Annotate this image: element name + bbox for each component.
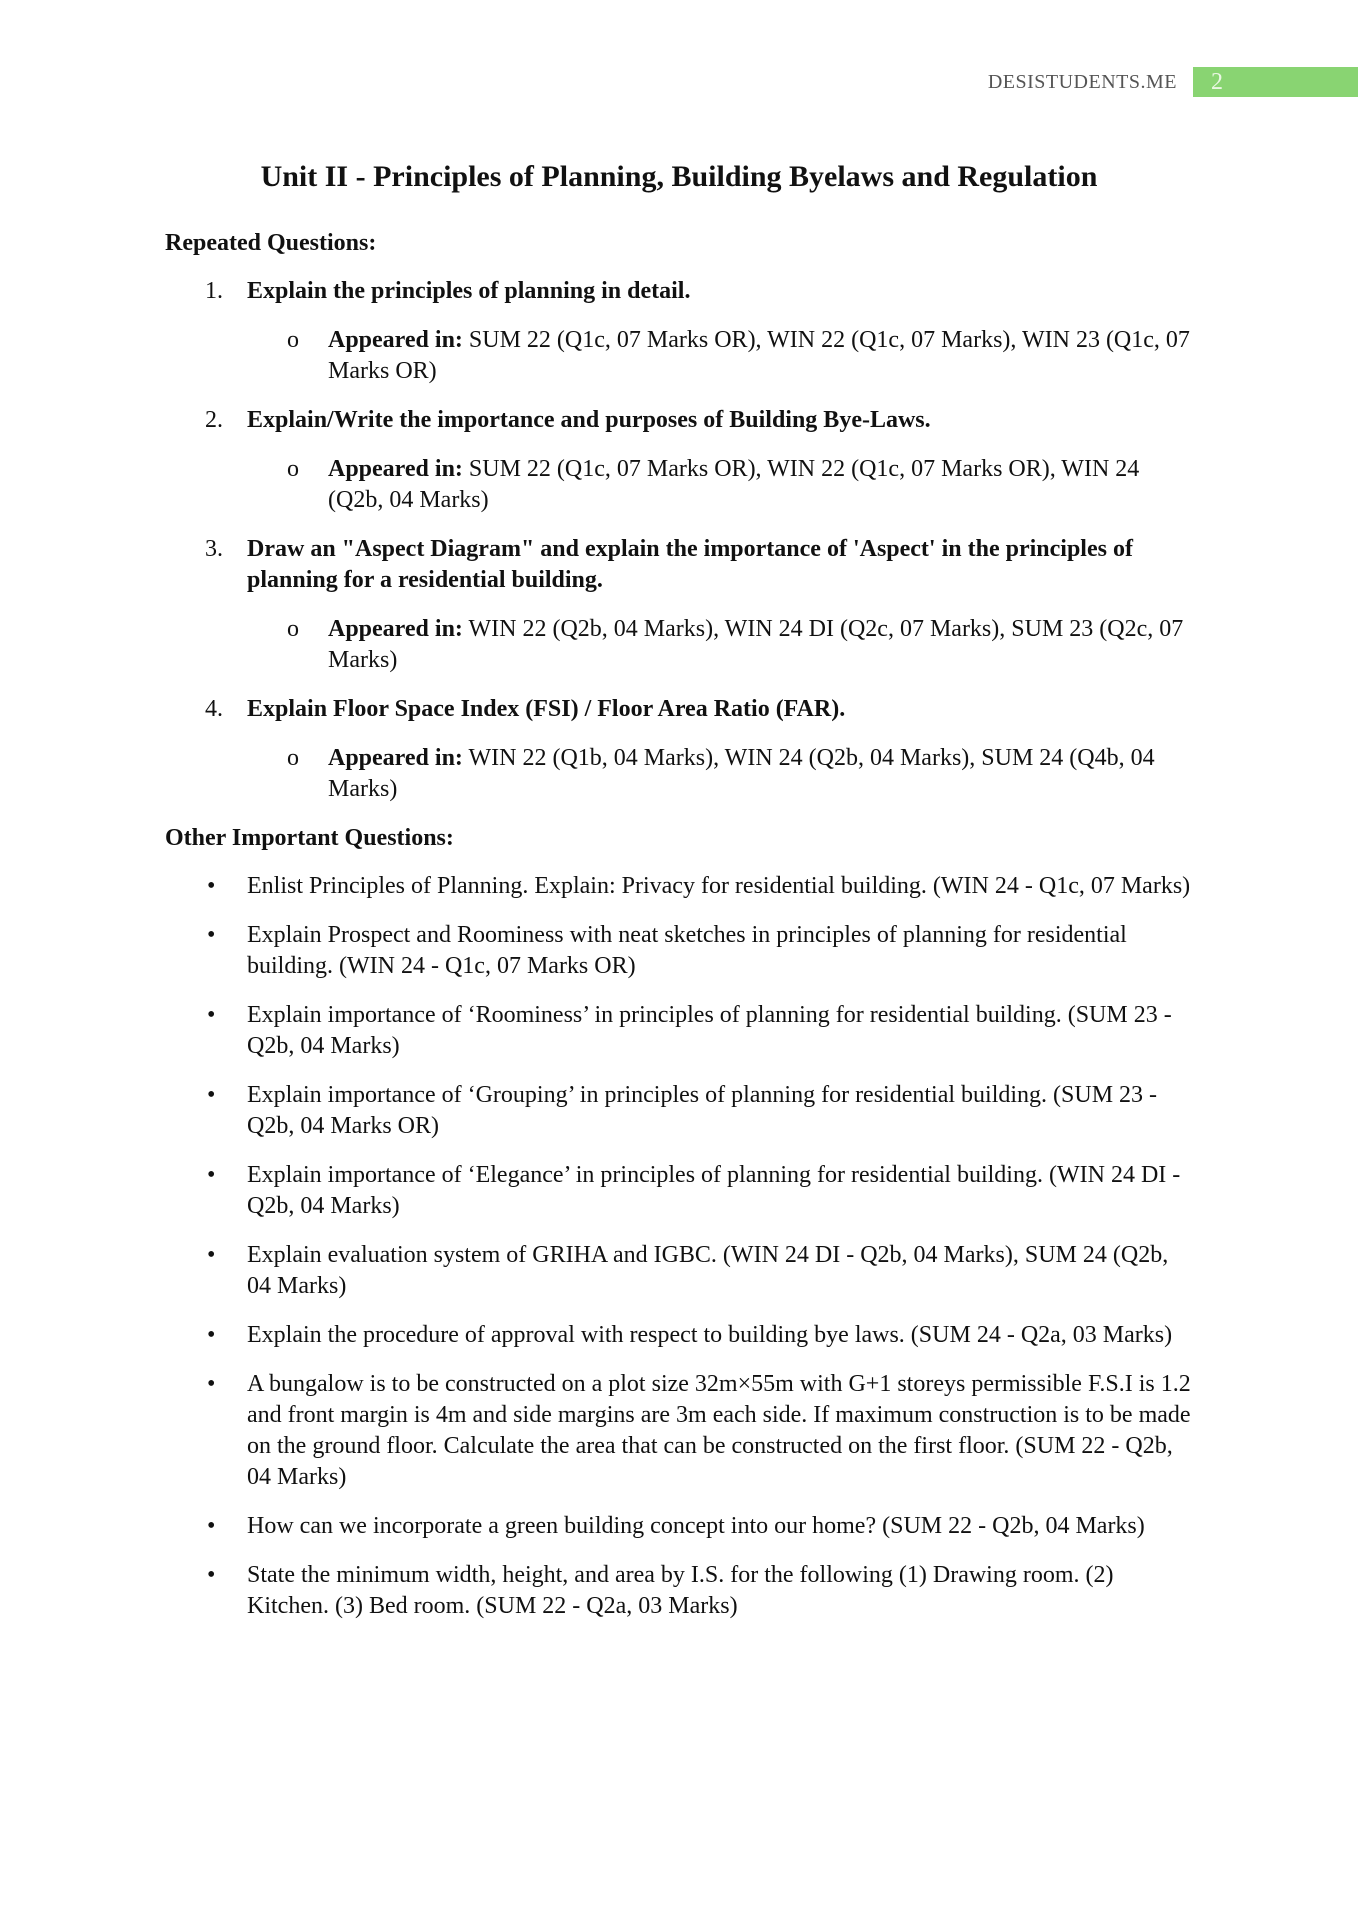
list-item-text: A bungalow is to be constructed on a plot size 32m×55m with G+1 storeys permissible F.S.I is 1.2 and front margin is 4m and side margins are 3m each side. If maximum construction is to be made on the ground floor. Calculate the area that can be constructed on the first floor. (SUM 22 - Q2b, 04 Marks) [247,1371,1191,1490]
list-item [165,1000,1195,1062]
appeared-in-line [165,614,1195,676]
bullet-icon: • [207,1162,216,1188]
question-text: Explain/Write the importance and purposes of Building Bye-Laws. [247,407,931,433]
circle-bullet-icon: o [287,616,299,642]
repeated-question [165,534,1195,596]
bullet-icon: • [207,1513,216,1539]
list-item-text: Explain Prospect and Roominess with neat sketches in principles of planning for residential building. (WIN 24 - Q1c, 07 Marks OR) [247,922,1127,979]
question-text: Explain the principles of planning in detail. [247,278,691,304]
page-number: 2 [1211,68,1223,95]
question-number: 2. [205,407,223,433]
question-number: 3. [205,536,223,562]
list-item [165,1369,1195,1493]
bullet-icon: • [207,1322,216,1348]
list-item [165,1160,1195,1222]
circle-bullet-icon: o [287,745,299,771]
bullet-icon: • [207,1082,216,1108]
list-item-text: Explain evaluation system of GRIHA and IGBC. (WIN 24 DI - Q2b, 04 Marks), SUM 24 (Q2b, 04 Marks) [247,1242,1169,1299]
page-number-box [1193,67,1358,97]
page-title: Unit II - Principles of Planning, Building Byelaws and Regulation [260,160,1098,193]
question-number: 1. [205,278,223,304]
page-header [988,66,1358,98]
other-questions-heading: Other Important Questions: [165,825,454,851]
repeated-question [165,276,1195,307]
question-text: Explain Floor Space Index (FSI) / Floor Area Ratio (FAR). [247,696,846,722]
appeared-label: Appeared in: [328,616,463,642]
other-questions-list [165,871,1195,1622]
appeared-in-line [165,325,1195,387]
bullet-icon: • [207,1242,216,1268]
list-item [165,1240,1195,1302]
list-item-text: State the minimum width, height, and area by I.S. for the following (1) Drawing room. (2) Kitchen. (3) Bed room. (SUM 22 - Q2a, 03 Marks) [247,1562,1114,1619]
site-name: DESISTUDENTS.ME [987,70,1177,93]
list-item [165,1560,1195,1622]
appeared-text: SUM 22 (Q1c, 07 Marks OR), WIN 22 (Q1c, 07 Marks), WIN 23 (Q1c, 07 Marks OR) [328,327,1190,384]
appeared-label: Appeared in: [328,456,463,482]
list-item-text: Enlist Principles of Planning. Explain: Privacy for residential building. (WIN 24 - Q1c, 07 Marks) [247,873,1191,899]
list-item-text: Explain importance of ‘Roominess’ in principles of planning for residential building. (SUM 23 - Q2b, 04 Marks) [247,1002,1172,1059]
appeared-text: SUM 22 (Q1c, 07 Marks OR), WIN 22 (Q1c, 07 Marks OR), WIN 24 (Q2b, 04 Marks) [328,456,1140,513]
appeared-in-line [165,743,1195,805]
circle-bullet-icon: o [287,327,299,353]
document-body [165,228,1195,1640]
list-item [165,1320,1195,1351]
list-item [165,1080,1195,1142]
bullet-icon: • [207,1371,216,1397]
list-item-text: How can we incorporate a green building concept into our home? (SUM 22 - Q2b, 04 Marks) [247,1513,1145,1539]
bullet-icon: • [207,873,216,899]
list-item [165,1511,1195,1542]
appeared-label: Appeared in: [328,327,463,353]
list-item-text: Explain importance of ‘Grouping’ in principles of planning for residential building. (SUM 23 - Q2b, 04 Marks OR) [247,1082,1158,1139]
repeated-questions-list [165,276,1195,805]
repeated-questions-heading: Repeated Questions: [165,230,377,256]
repeated-question [165,694,1195,725]
appeared-text: WIN 22 (Q2b, 04 Marks), WIN 24 DI (Q2c, 07 Marks), SUM 23 (Q2c, 07 Marks) [328,616,1184,673]
circle-bullet-icon: o [287,456,299,482]
list-item-text: Explain the procedure of approval with respect to building bye laws. (SUM 24 - Q2a, 03 Marks) [247,1322,1173,1348]
bullet-icon: • [207,922,216,948]
list-item [165,871,1195,902]
bullet-icon: • [207,1002,216,1028]
appeared-in-line [165,454,1195,516]
appeared-text: WIN 22 (Q1b, 04 Marks), WIN 24 (Q2b, 04 Marks), SUM 24 (Q4b, 04 Marks) [328,745,1155,802]
appeared-label: Appeared in: [328,745,463,771]
list-item-text: Explain importance of ‘Elegance’ in principles of planning for residential building. (WIN 24 DI - Q2b, 04 Marks) [247,1162,1181,1219]
question-number: 4. [205,696,223,722]
list-item [165,920,1195,982]
bullet-icon: • [207,1562,216,1588]
repeated-question [165,405,1195,436]
question-text: Draw an "Aspect Diagram" and explain the importance of 'Aspect' in the principles of planning for a residential building. [247,536,1133,593]
